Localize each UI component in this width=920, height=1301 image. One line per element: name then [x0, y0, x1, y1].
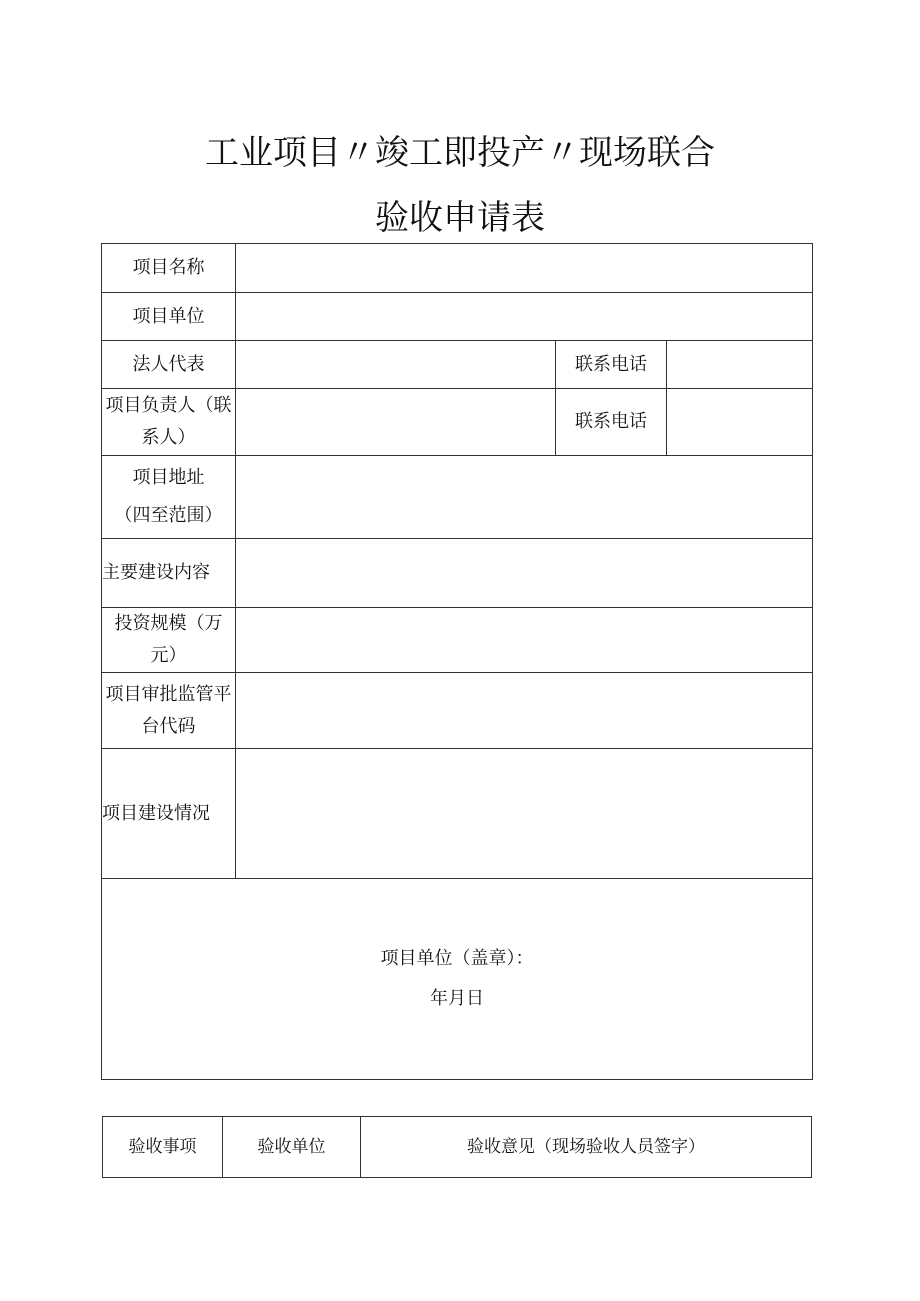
project-address-label-line-2: （四至范围）: [114, 505, 223, 526]
legal-representative-field[interactable]: [236, 341, 556, 389]
investment-scale-label: 投资规模（万元）: [102, 608, 236, 673]
contact-phone-label-1: 联系电话: [556, 341, 667, 389]
project-address-label-line-1: 项目地址: [132, 467, 205, 488]
contact-phone-field-2[interactable]: [667, 389, 813, 456]
date-label: 年月日: [430, 988, 484, 1009]
project-name-field[interactable]: [236, 244, 813, 293]
seal-section[interactable]: [102, 879, 813, 1080]
project-name-label: 项目名称: [102, 244, 236, 293]
legal-representative-label: 法人代表: [102, 341, 236, 389]
investment-scale-field[interactable]: [236, 608, 813, 673]
form-title-line-2: 验收申请表: [375, 198, 545, 238]
contact-phone-field-1[interactable]: [667, 341, 813, 389]
construction-status-field[interactable]: [236, 749, 813, 879]
acceptance-table: [102, 1116, 812, 1178]
acceptance-opinion-header: 验收意见（现场验收人员签字）: [361, 1117, 812, 1178]
main-content-label: 主要建设内容: [102, 539, 236, 608]
project-unit-field[interactable]: [236, 293, 813, 341]
form-title-line-1: 工业项目〃竣工即投产〃现场联合: [205, 133, 715, 173]
construction-status-label: 项目建设情况: [102, 749, 236, 879]
application-form-table: [101, 243, 813, 1080]
project-address-field[interactable]: [236, 456, 813, 539]
project-manager-field[interactable]: [236, 389, 556, 456]
project-address-label: [102, 456, 236, 539]
platform-code-label: 项目审批监管平台代码: [102, 673, 236, 749]
project-manager-label: 项目负责人（联系人）: [102, 389, 236, 456]
main-content-field[interactable]: [236, 539, 813, 608]
seal-label: 项目单位（盖章）：: [380, 948, 534, 969]
platform-code-field[interactable]: [236, 673, 813, 749]
acceptance-item-header: 验收事项: [103, 1117, 223, 1178]
contact-phone-label-2: 联系电话: [556, 389, 667, 456]
acceptance-unit-header: 验收单位: [223, 1117, 361, 1178]
project-unit-label: 项目单位: [102, 293, 236, 341]
